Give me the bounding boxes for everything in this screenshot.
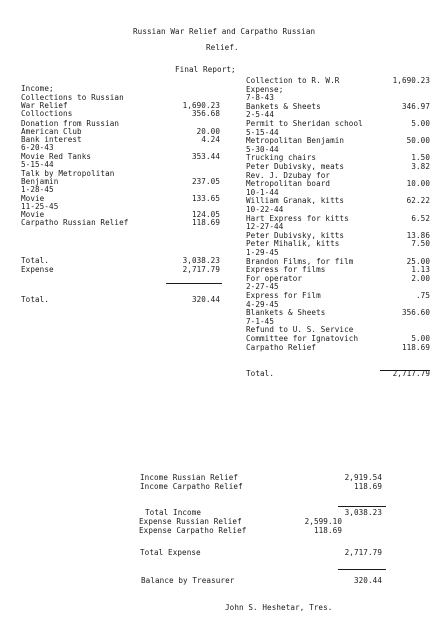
expense-row-label: William Granak, kitts	[246, 196, 345, 205]
expense-row-amount: 5.00	[411, 334, 430, 343]
balance-label: Balance by Treasurer	[141, 576, 235, 585]
expense-row-amount: 1.50	[411, 153, 430, 162]
treasurer-signature: John S. Heshetar, Tres.	[225, 603, 333, 612]
expense-row-label: Brandon Films, for film	[246, 257, 354, 266]
income-total-label: Total.	[21, 256, 50, 265]
final-total-amount: 320.44	[191, 295, 220, 304]
expense-row-label: Peter Dubivsky, kitts	[246, 231, 345, 240]
income-row-label: Carpatho Russian Relief	[21, 218, 129, 227]
expense-row-label: Committee for Ignatovich	[246, 334, 359, 343]
report-heading-line2: Relief.	[206, 43, 239, 52]
income-row-amount: 133.65	[191, 194, 220, 203]
income-row-label: Talk by Metropolitan	[21, 169, 115, 178]
expense-row-amount: 7.50	[411, 239, 430, 248]
expense-row-label: 5-30-44	[246, 145, 279, 154]
income-total-amount: 3,038.23	[182, 256, 220, 265]
expense-row-label: Carpatho Relief	[246, 343, 317, 352]
income-row-label: 11-25-45	[21, 202, 59, 211]
report-heading-line1: Russian War Relief and Carpatho Russian	[133, 27, 316, 36]
expense-russian-label: Expense Russian Relief	[139, 517, 242, 526]
income-row-label: Bank interest	[21, 135, 82, 144]
income-row-label: Donation from Russian	[21, 119, 120, 128]
income-row-label: 1-28-45	[21, 185, 54, 194]
expense-row-amount: 50.00	[406, 136, 430, 145]
income-carpatho-amount: 118.69	[353, 482, 382, 491]
expense-row-label: 5-15-44	[246, 128, 279, 137]
right-total-amount: 2,717.79	[392, 369, 430, 378]
expense-row-label: 10-22-44	[246, 205, 284, 214]
expense-row-label: 10-1-44	[246, 188, 279, 197]
total-expense-amount: 2,717.79	[344, 548, 382, 557]
total-income-label: Total Income	[145, 508, 202, 517]
expense-russian-amount: 2,599.10	[304, 517, 342, 526]
income-russian-label: Income Russian Relief	[140, 473, 239, 482]
income-row-amount: 237.05	[191, 177, 220, 186]
expense-amount: 2,717.79	[182, 265, 220, 274]
expense-row-label: Trucking chairs	[246, 153, 317, 162]
expense-row-label: Permit to Sheridan school	[246, 119, 363, 128]
expense-row-amount: 3.82	[411, 162, 430, 171]
expense-row-label: Peter Dubivsky, meats	[246, 162, 345, 171]
expense-row-amount: 118.69	[401, 343, 430, 352]
income-row-amount: 356.68	[191, 109, 220, 118]
expense-row-amount: 5.00	[411, 119, 430, 128]
total-income-amount: 3,038.23	[344, 508, 382, 517]
expense-row-label: 4-29-45	[246, 300, 279, 309]
income-row-amount: 4.24	[201, 135, 220, 144]
expense-row-amount: .75	[415, 291, 430, 300]
expense-carpatho-amount: 118.69	[313, 526, 342, 535]
income-row-label: Movie	[21, 194, 45, 203]
expense-row-amount: 6.52	[411, 214, 430, 223]
final-total-label: Total.	[21, 295, 50, 304]
expense-row-label: For operator	[246, 274, 303, 283]
expense-row-label: 7-8-43	[246, 93, 275, 102]
expense-row-label: 1-29-45	[246, 248, 279, 257]
balance-amount: 320.44	[353, 576, 382, 585]
expense-row-amount: 10.00	[406, 179, 430, 188]
expense-row-label: Expense;	[246, 85, 284, 94]
income-row-label: Benjamin	[21, 177, 59, 186]
income-row-label: Movie	[21, 210, 45, 219]
income-row-label: 6-20-43	[21, 143, 54, 152]
expense-row-amount: 13.86	[406, 231, 430, 240]
expense-row-amount: 1,690.23	[392, 76, 430, 85]
summary-divider-1	[338, 506, 386, 507]
total-expense-label: Total Expense	[140, 548, 201, 557]
income-row-label: War Relief	[21, 101, 68, 110]
income-row-label: Collections to Russian	[21, 93, 124, 102]
expense-row-label: Metropolitan Benjamin	[246, 136, 345, 145]
income-row-amount: 353.44	[191, 152, 220, 161]
income-row-amount: 118.69	[191, 218, 220, 227]
expense-row-amount: 1.13	[411, 265, 430, 274]
expense-row-label: Refund to U. S. Service	[246, 325, 354, 334]
income-row-label: 5-15-44	[21, 160, 54, 169]
summary-divider-2	[338, 569, 386, 570]
expense-row-amount: 356.60	[401, 308, 430, 317]
expense-row-amount: 25.00	[406, 257, 430, 266]
expense-row-amount: 62.22	[406, 196, 430, 205]
expense-row-label: Metropolitan board	[246, 179, 331, 188]
income-row-label: Movie Red Tanks	[21, 152, 92, 161]
expense-row-label: 2-27-45	[246, 282, 279, 291]
income-title: Income;	[21, 84, 54, 93]
total-divider	[166, 283, 222, 284]
income-row-amount: 20.00	[196, 127, 220, 136]
expense-label: Expense	[21, 265, 54, 274]
expense-row-label: Bankets & Sheets	[246, 102, 321, 111]
expense-row-label: 7-1-45	[246, 317, 275, 326]
income-russian-amount: 2,919.54	[344, 473, 382, 482]
expense-row-label: Hart Express for kitts	[246, 214, 349, 223]
expense-row-label: Collection to R. W.R	[246, 76, 340, 85]
income-row-label: American Club	[21, 127, 82, 136]
right-total-label: Total.	[246, 369, 275, 378]
expense-row-label: 2-5-44	[246, 110, 275, 119]
income-row-amount: 1,690.23	[182, 101, 220, 110]
expense-carpatho-label: Expense Carpatho Relief	[139, 526, 247, 535]
expense-row-label: Express for films	[246, 265, 326, 274]
report-title: Final Report;	[175, 65, 236, 74]
expense-row-label: 12-27-44	[246, 222, 284, 231]
expense-row-label: Rev. J. Dzubay for	[246, 171, 331, 180]
income-carpatho-label: Income Carpatho Relief	[140, 482, 243, 491]
expense-row-amount: 2.00	[411, 274, 430, 283]
income-row-amount: 124.05	[191, 210, 220, 219]
expense-row-label: Peter Mihalik, kitts	[246, 239, 340, 248]
income-row-label: Colloctions	[21, 109, 73, 118]
expense-row-label: Blankets & Sheets	[246, 308, 326, 317]
expense-row-amount: 346.97	[401, 102, 430, 111]
expense-row-label: Express for Film	[246, 291, 321, 300]
